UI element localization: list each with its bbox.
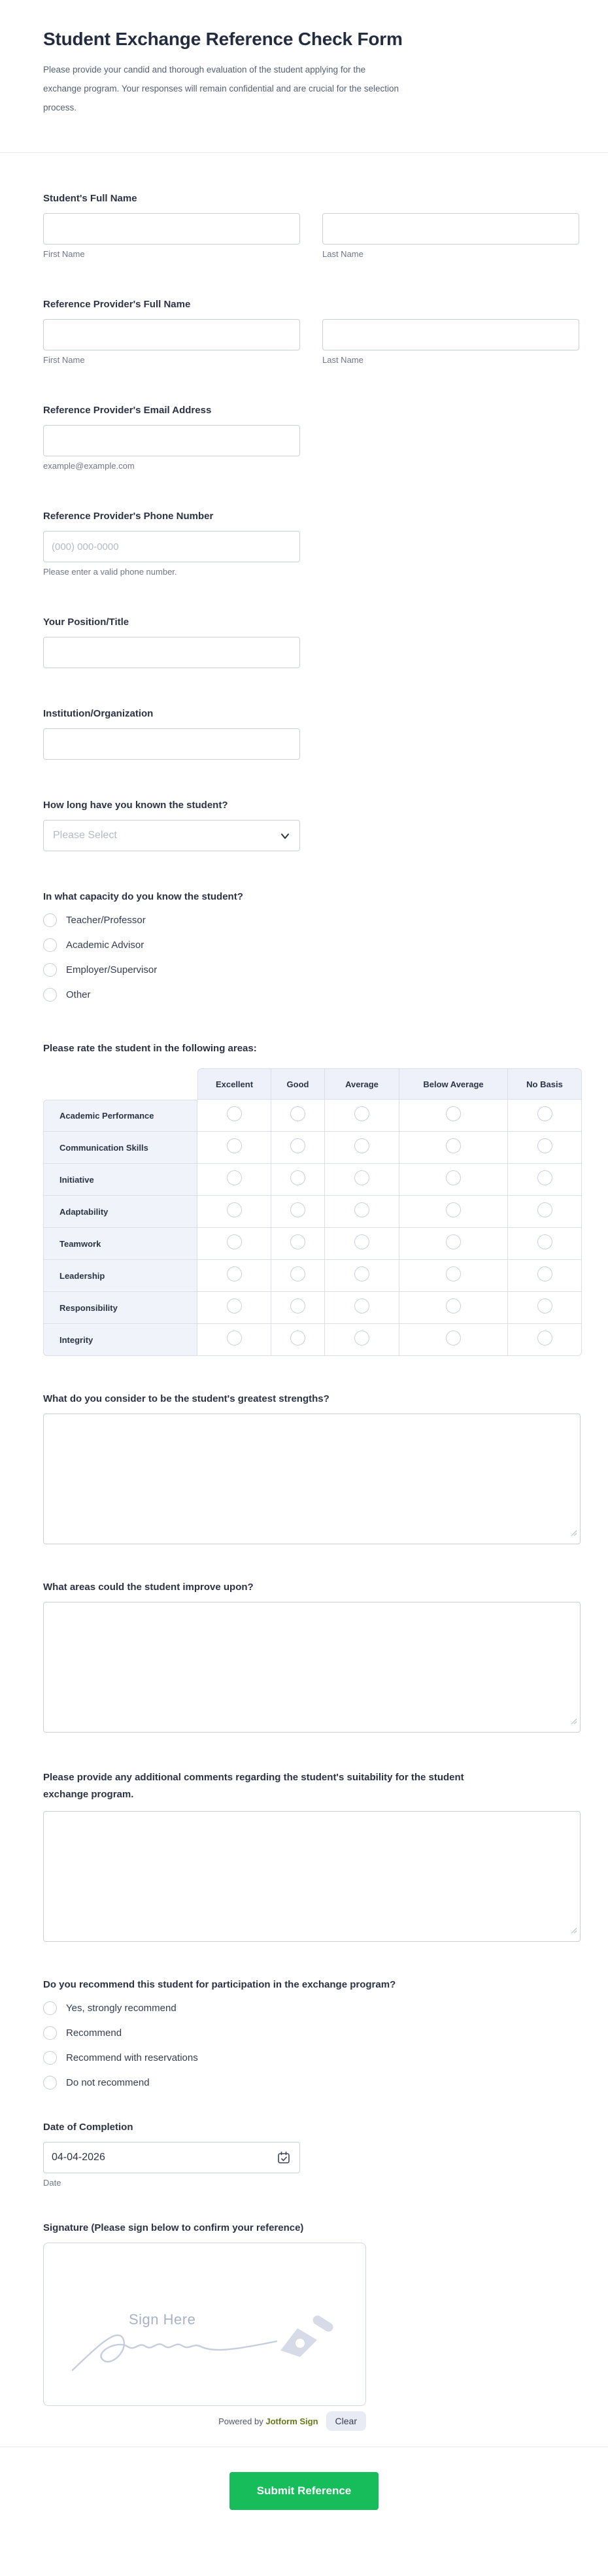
- matrix-row-label: Teamwork: [43, 1228, 197, 1260]
- phone-sublabel: Please enter a valid phone number.: [43, 567, 177, 577]
- matrix-radio-button[interactable]: [227, 1266, 242, 1281]
- matrix-cell: [197, 1196, 271, 1228]
- question-signature: [43, 2222, 581, 2431]
- matrix-radio-button[interactable]: [227, 1106, 242, 1121]
- matrix-cell: [399, 1260, 508, 1292]
- signature-footer: [43, 2411, 366, 2431]
- institution-input[interactable]: [43, 728, 300, 760]
- signature-placeholder: [44, 2299, 365, 2388]
- question-duration: [43, 799, 581, 851]
- matrix-radio-button[interactable]: [290, 1298, 305, 1313]
- matrix-radio-button[interactable]: [227, 1138, 242, 1153]
- matrix-row-label: Responsibility: [43, 1292, 197, 1324]
- matrix-cell: [399, 1292, 508, 1324]
- recommend-option: [43, 2075, 581, 2090]
- matrix-cell: [271, 1196, 325, 1228]
- matrix-radio-button[interactable]: [354, 1138, 369, 1153]
- matrix-cell: [508, 1196, 582, 1228]
- chevron-down-icon: [280, 832, 290, 844]
- recommend-radio-button[interactable]: [43, 2001, 57, 2015]
- capacity-option-label: Other: [66, 989, 91, 1000]
- matrix-radio-button[interactable]: [354, 1202, 369, 1217]
- recommend-radio-button[interactable]: [43, 2051, 57, 2065]
- matrix-cell: [325, 1260, 399, 1292]
- question-date: [43, 2121, 581, 2188]
- matrix-label: Please rate the student in the following areas:: [43, 1043, 257, 1054]
- pen-nib-icon: [280, 2314, 335, 2357]
- matrix-row: [43, 1228, 582, 1260]
- matrix-row-label: Leadership: [43, 1260, 197, 1292]
- recommend-radio-button[interactable]: [43, 2076, 57, 2090]
- signature-clear-button[interactable]: Clear: [326, 2411, 366, 2431]
- matrix-cell: [197, 1100, 271, 1132]
- student-name-label: Student's Full Name: [43, 193, 137, 204]
- question-email: [43, 404, 581, 471]
- strengths-textarea[interactable]: [43, 1414, 581, 1544]
- matrix-row: [43, 1292, 582, 1324]
- matrix-row: [43, 1132, 582, 1164]
- matrix-radio-button[interactable]: [227, 1298, 242, 1313]
- matrix-radio-button[interactable]: [446, 1170, 461, 1185]
- matrix-row-label: Academic Performance: [43, 1100, 197, 1132]
- question-provider-name: [43, 298, 581, 365]
- resize-handle-icon[interactable]: [571, 1716, 577, 1728]
- recommend-label: Do you recommend this student for participation in the exchange program?: [43, 1979, 396, 1990]
- form-description: Please provide your candid and thorough evaluation of the student applying for the exchange program. Your responses will remain confidential and are crucial for the selection process.: [43, 65, 399, 112]
- matrix-radio-button[interactable]: [290, 1138, 305, 1153]
- matrix-cell: [197, 1292, 271, 1324]
- question-matrix: [43, 1042, 581, 1356]
- matrix-row-label: Initiative: [43, 1164, 197, 1196]
- matrix-row: [43, 1324, 582, 1356]
- matrix-radio-button[interactable]: [446, 1138, 461, 1153]
- matrix-radio-button[interactable]: [537, 1298, 552, 1313]
- question-institution: [43, 707, 581, 760]
- matrix-cell: [399, 1100, 508, 1132]
- phone-label: Reference Provider's Phone Number: [43, 511, 214, 522]
- capacity-option-label: Teacher/Professor: [66, 914, 146, 926]
- signature-pad[interactable]: [43, 2243, 366, 2406]
- matrix-radio-button[interactable]: [354, 1266, 369, 1281]
- provider-last-name-sublabel: Last Name: [322, 355, 363, 365]
- recommend-option-label: Recommend: [66, 2027, 122, 2039]
- matrix-cell: [399, 1132, 508, 1164]
- matrix-cell: [508, 1324, 582, 1356]
- form-header: [0, 0, 608, 117]
- matrix-radio-button[interactable]: [354, 1298, 369, 1313]
- rating-matrix-table: [43, 1068, 582, 1356]
- question-comments: [43, 1769, 581, 1942]
- matrix-cell: [508, 1164, 582, 1196]
- capacity-option: [43, 987, 581, 1002]
- matrix-row-label: Integrity: [43, 1324, 197, 1356]
- calendar-icon[interactable]: [277, 2150, 291, 2168]
- capacity-options: [43, 913, 581, 1002]
- matrix-radio-button[interactable]: [537, 1202, 552, 1217]
- matrix-radio-button[interactable]: [537, 1266, 552, 1281]
- matrix-radio-button[interactable]: [446, 1202, 461, 1217]
- email-input[interactable]: [43, 425, 300, 456]
- question-improve: [43, 1581, 581, 1733]
- signature-label: Signature (Please sign below to confirm your reference): [43, 2222, 304, 2233]
- matrix-row: [43, 1196, 582, 1228]
- capacity-radio-button[interactable]: [43, 938, 57, 952]
- question-capacity: [43, 890, 581, 1002]
- matrix-radio-button[interactable]: [446, 1330, 461, 1346]
- provider-last-name-input[interactable]: [322, 319, 579, 350]
- matrix-radio-button[interactable]: [290, 1202, 305, 1217]
- matrix-cell: [399, 1196, 508, 1228]
- matrix-cell: [325, 1292, 399, 1324]
- matrix-cell: [197, 1228, 271, 1260]
- matrix-radio-button[interactable]: [290, 1330, 305, 1346]
- resize-handle-icon[interactable]: [571, 1528, 577, 1540]
- student-last-name-sublabel: Last Name: [322, 249, 363, 259]
- matrix-row: [43, 1260, 582, 1292]
- matrix-row: [43, 1100, 582, 1132]
- matrix-corner-cell: [43, 1068, 197, 1100]
- matrix-cell: [325, 1196, 399, 1228]
- matrix-cell: [271, 1324, 325, 1356]
- submit-button[interactable]: Submit Reference: [229, 2472, 379, 2510]
- capacity-option-label: Employer/Supervisor: [66, 964, 158, 975]
- email-sublabel: example@example.com: [43, 461, 135, 471]
- question-phone: [43, 510, 581, 577]
- capacity-option: [43, 938, 581, 952]
- matrix-radio-button[interactable]: [354, 1234, 369, 1249]
- matrix-cell: [325, 1132, 399, 1164]
- capacity-label: In what capacity do you know the student?: [43, 891, 243, 902]
- matrix-cell: [197, 1164, 271, 1196]
- matrix-radio-button[interactable]: [446, 1266, 461, 1281]
- comments-textarea[interactable]: [43, 1811, 581, 1942]
- student-first-name-input[interactable]: [43, 213, 300, 245]
- matrix-column-header: Excellent: [197, 1068, 271, 1100]
- matrix-cell: [325, 1228, 399, 1260]
- matrix-radio-button[interactable]: [537, 1138, 552, 1153]
- matrix-row: [43, 1164, 582, 1196]
- capacity-radio-button[interactable]: [43, 963, 57, 977]
- matrix-radio-button[interactable]: [537, 1170, 552, 1185]
- matrix-radio-button[interactable]: [227, 1170, 242, 1185]
- matrix-radio-button[interactable]: [354, 1330, 369, 1346]
- recommend-option: [43, 2050, 581, 2065]
- matrix-cell: [399, 1324, 508, 1356]
- provider-first-name-sublabel: First Name: [43, 355, 85, 365]
- matrix-radio-button[interactable]: [537, 1106, 552, 1121]
- matrix-cell: [508, 1228, 582, 1260]
- matrix-column-header: Average: [325, 1068, 399, 1100]
- question-strengths: [43, 1393, 581, 1544]
- improve-textarea[interactable]: [43, 1602, 581, 1733]
- matrix-cell: [508, 1292, 582, 1324]
- matrix-cell: [271, 1132, 325, 1164]
- capacity-option: [43, 962, 581, 977]
- recommend-option-label: Yes, strongly recommend: [66, 2002, 177, 2014]
- recommend-option: [43, 2025, 581, 2040]
- header-divider: [0, 152, 608, 153]
- matrix-cell: [508, 1260, 582, 1292]
- matrix-cell: [197, 1260, 271, 1292]
- duration-select[interactable]: [43, 820, 300, 851]
- email-label: Reference Provider's Email Address: [43, 405, 212, 416]
- matrix-cell: [271, 1292, 325, 1324]
- question-recommend: [43, 1978, 581, 2090]
- date-label: Date of Completion: [43, 2122, 133, 2133]
- comments-label: Please provide any additional comments regarding the student's suitability for the student exchange program.: [43, 1772, 464, 1800]
- sign-here-text: Sign Here: [129, 2311, 196, 2328]
- matrix-radio-button[interactable]: [290, 1234, 305, 1249]
- matrix-cell: [271, 1100, 325, 1132]
- matrix-cell: [271, 1228, 325, 1260]
- strengths-label: What do you consider to be the student's greatest strengths?: [43, 1393, 329, 1404]
- matrix-column-header: Good: [271, 1068, 325, 1100]
- powered-by-text: Powered by Jotform Sign: [218, 2416, 318, 2426]
- student-last-name-input[interactable]: [322, 213, 579, 245]
- provider-first-name-input[interactable]: [43, 319, 300, 350]
- matrix-radio-button[interactable]: [354, 1106, 369, 1121]
- matrix-cell: [508, 1132, 582, 1164]
- duration-select-placeholder: Please Select: [53, 830, 117, 841]
- institution-label: Institution/Organization: [43, 708, 154, 719]
- matrix-column-header: Below Average: [399, 1068, 508, 1100]
- matrix-radio-button[interactable]: [227, 1330, 242, 1346]
- capacity-radio-button[interactable]: [43, 913, 57, 927]
- resize-handle-icon[interactable]: [571, 1925, 577, 1937]
- recommend-option: [43, 2001, 581, 2015]
- form-title: Student Exchange Reference Check Form: [43, 29, 403, 49]
- student-first-name-sublabel: First Name: [43, 249, 85, 259]
- matrix-radio-button[interactable]: [446, 1106, 461, 1121]
- matrix-radio-button[interactable]: [537, 1234, 552, 1249]
- recommend-options: [43, 2001, 581, 2090]
- submit-section: [0, 2447, 608, 2543]
- duration-label: How long have you known the student?: [43, 800, 228, 811]
- date-input[interactable]: [43, 2142, 300, 2173]
- matrix-cell: [325, 1324, 399, 1356]
- matrix-radio-button[interactable]: [227, 1234, 242, 1249]
- phone-input[interactable]: [43, 531, 300, 562]
- provider-name-label: Reference Provider's Full Name: [43, 299, 191, 310]
- jotform-sign-brand: Jotform Sign: [265, 2416, 318, 2426]
- matrix-radio-button[interactable]: [446, 1234, 461, 1249]
- date-sublabel: Date: [43, 2178, 61, 2188]
- signature-squiggle-and-pen-icon: [61, 2299, 348, 2384]
- matrix-radio-button[interactable]: [446, 1298, 461, 1313]
- form-body: [0, 192, 608, 2431]
- matrix-cell: [399, 1228, 508, 1260]
- capacity-radio-button[interactable]: [43, 988, 57, 1002]
- capacity-option: [43, 913, 581, 927]
- matrix-row-label: Communication Skills: [43, 1132, 197, 1164]
- question-student-name: [43, 192, 581, 259]
- matrix-cell: [197, 1132, 271, 1164]
- recommend-radio-button[interactable]: [43, 2026, 57, 2040]
- matrix-column-header: No Basis: [508, 1068, 582, 1100]
- matrix-radio-button[interactable]: [290, 1170, 305, 1185]
- matrix-cell: [197, 1324, 271, 1356]
- recommend-option-label: Recommend with reservations: [66, 2052, 198, 2063]
- matrix-radio-button[interactable]: [290, 1266, 305, 1281]
- matrix-radio-button[interactable]: [290, 1106, 305, 1121]
- matrix-radio-button[interactable]: [537, 1330, 552, 1346]
- matrix-radio-button[interactable]: [227, 1202, 242, 1217]
- position-label: Your Position/Title: [43, 617, 129, 628]
- improve-label: What areas could the student improve upon?: [43, 1582, 254, 1593]
- matrix-row-label: Adaptability: [43, 1196, 197, 1228]
- matrix-cell: [399, 1164, 508, 1196]
- capacity-option-label: Academic Advisor: [66, 939, 144, 951]
- matrix-cell: [271, 1164, 325, 1196]
- recommend-option-label: Do not recommend: [66, 2076, 150, 2088]
- question-position: [43, 616, 581, 668]
- position-input[interactable]: [43, 637, 300, 668]
- matrix-cell: [325, 1164, 399, 1196]
- matrix-cell: [508, 1100, 582, 1132]
- matrix-radio-button[interactable]: [354, 1170, 369, 1185]
- matrix-cell: [325, 1100, 399, 1132]
- matrix-cell: [271, 1260, 325, 1292]
